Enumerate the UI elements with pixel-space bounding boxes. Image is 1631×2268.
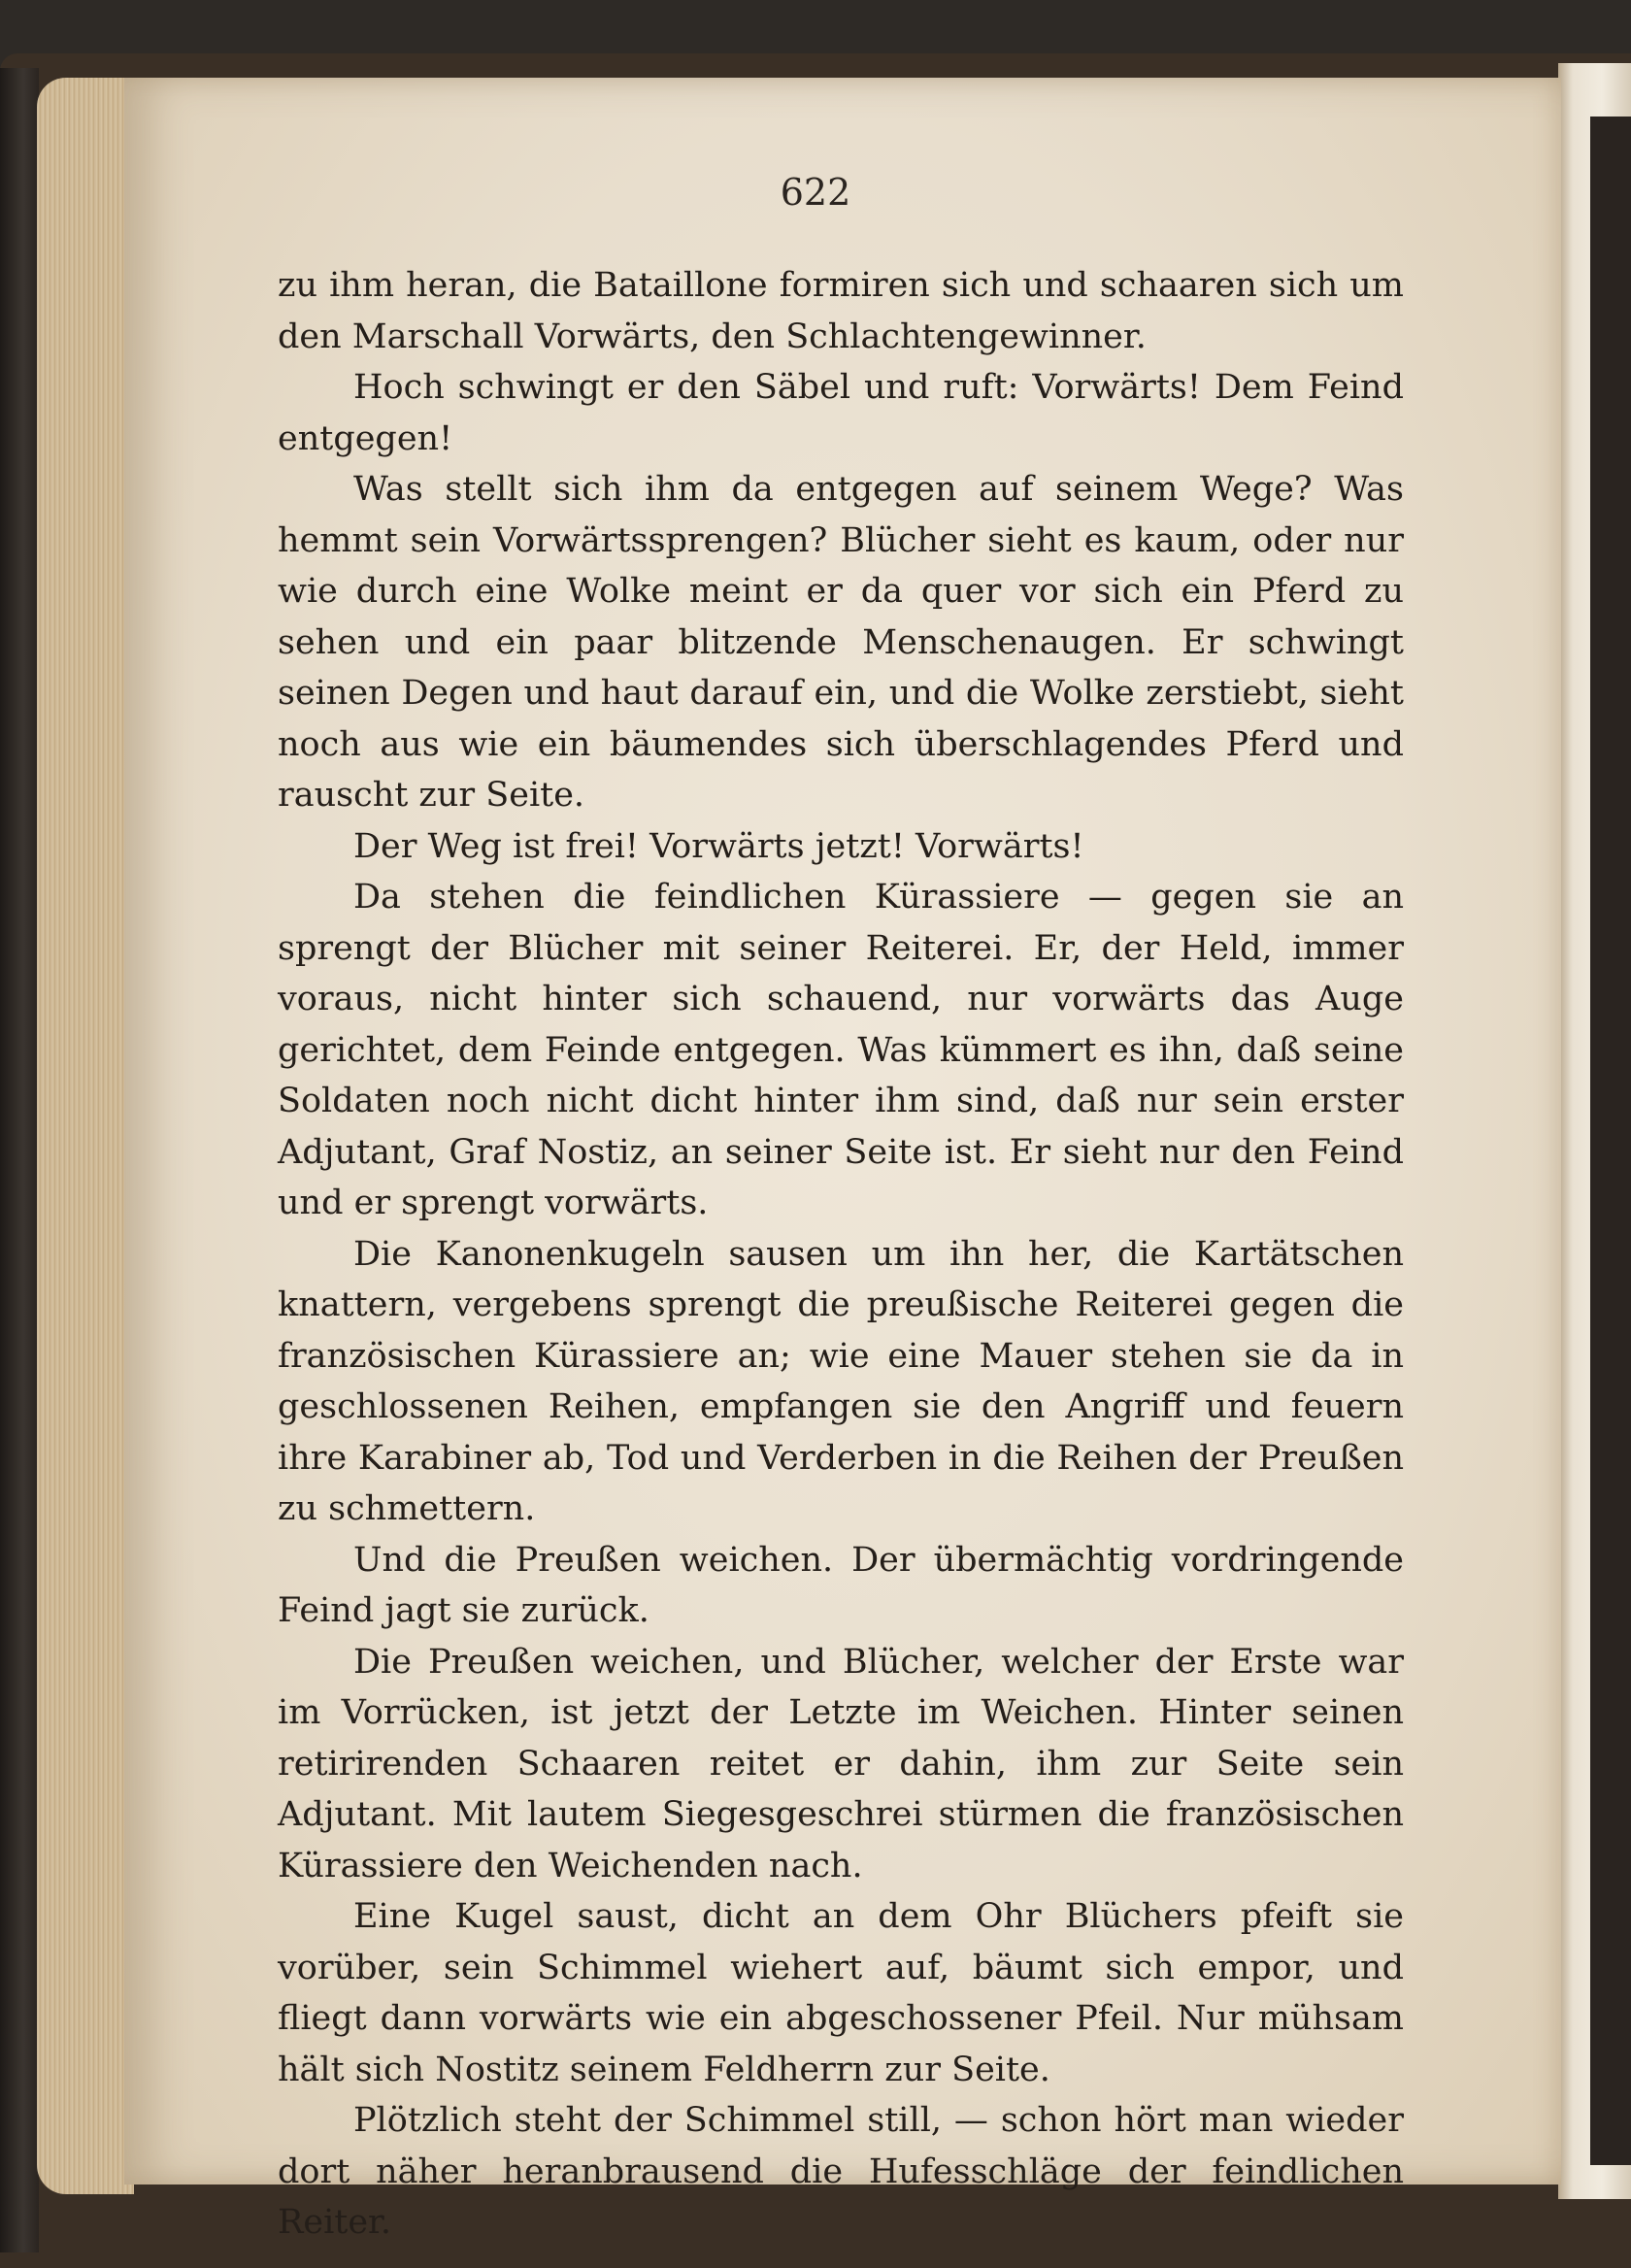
book-cover-right [1590,117,1631,2165]
page-text [278,260,1404,2249]
page-number: 622 [780,171,851,214]
paragraph: Der Weg ist frei! Vorwärts jetzt! Vorwärts! [353,826,1084,866]
paragraph: zu ihm heran, die Bataillone formiren sich und schaaren sich um den Marschall Vorwärts, den Schlachtengewinner. [278,266,1404,356]
paragraph: Da stehen die feindlichen Kürassiere — gegen sie an sprengt der Blücher mit seiner Reiterei. Er, der Held, immer voraus, nicht hinter sich schauend, nur vorwärts das Auge gerichtet, dem Feinde entgegen. Was kümmert es ihn, daß seine Soldaten noch nicht dicht hinter ihm sind, daß nur sein erster Adjutant, Graf Nostiz, an seiner Seite ist. Er sieht nur den Feind und er sprengt vorwärts. [278,878,1404,1222]
paragraph: Hoch schwingt er den Säbel und ruft: Vorwärts! Dem Feind entgegen! [278,368,1404,458]
paragraph: Und die Preußen weichen. Der übermächtig vordringende Feind jagt sie zurück. [278,1540,1404,1630]
paragraph: Plötzlich steht der Schimmel still, — schon hört man wieder dort näher heranbrausend die Hufesschläge der feindlichen Reiter. [278,2101,1404,2242]
paragraph: Die Preußen weichen, und Blücher, welcher der Erste war im Vorrücken, ist jetzt der Letzte im Weichen. Hinter seinen retirirenden Schaaren reitet er dahin, ihm zur Seite sein Adjutant. Mit lautem Siegesgeschrei stürmen die französischen Kürassiere den Weichenden nach. [278,1642,1404,1885]
paragraph: Was stellt sich ihm da entgegen auf seinem Wege? Was hemmt sein Vorwärtssprengen? Blücher sieht es kaum, oder nur wie durch eine Wolke meint er da quer vor sich ein Pferd zu sehen und ein paar blitzende Menschenaugen. Er schwingt seinen Degen und haut darauf ein, und die Wolke zerstiebt, sieht noch aus wie ein bäumendes sich überschlagendes Pferd und rauscht zur Seite. [278,470,1404,815]
page-edges-left [37,78,134,2194]
paragraph: Eine Kugel saust, dicht an dem Ohr Blüchers pfeift sie vorüber, sein Schimmel wiehert auf, bäumt sich empor, und fliegt dann vorwärts wie ein abgeschossener Pfeil. Nur mühsam hält sich Nostitz seinem Feldherrn zur Seite. [278,1897,1404,2089]
book-spine [0,68,39,2252]
paragraph: Die Kanonenkugeln sausen um ihn her, die Kartätschen knattern, vergebens sprengt die preußische Reiterei gegen die französischen Kürassiere an; wie eine Mauer stehen sie da in geschlossenen Reihen, empfangen sie den Angriff und feuern ihre Karabiner ab, Tod und Verderben in die Reihen der Preußen zu schmettern. [278,1234,1404,1528]
